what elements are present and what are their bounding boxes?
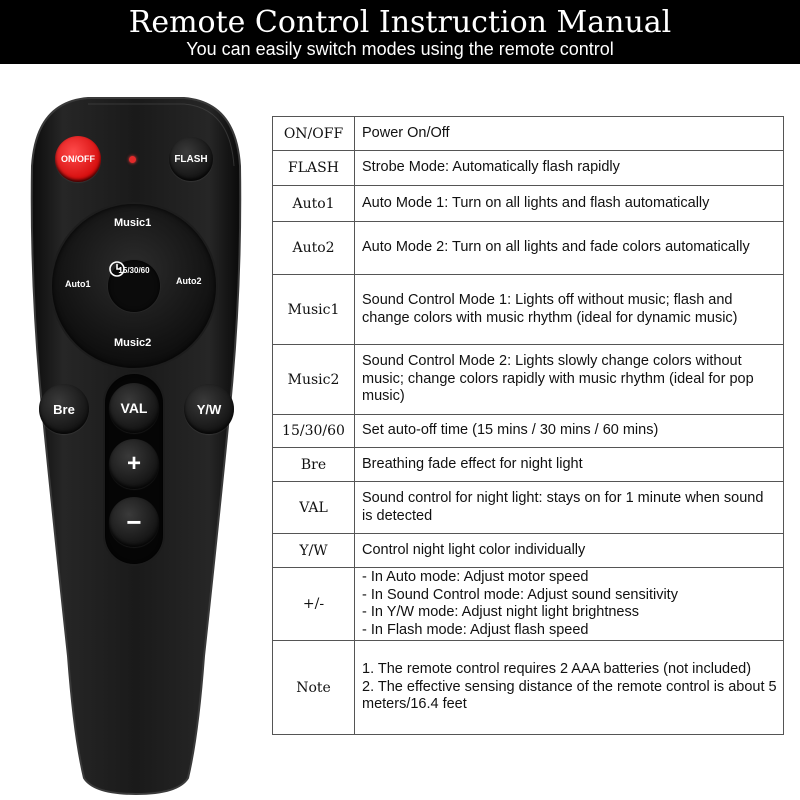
- button-name-cell: Bre: [273, 448, 355, 482]
- function-description-cell: [355, 534, 784, 568]
- button-name-cell: Music2: [273, 345, 355, 415]
- page-title: Remote Control Instruction Manual: [128, 5, 672, 40]
- function-description-cell: [355, 641, 784, 735]
- function-description-cell: [355, 222, 784, 275]
- description-line: Auto Mode 1: Turn on all lights and flash automatically: [362, 194, 710, 211]
- description-line: 2. The effective sensing distance of the remote control is about 5 meters/16.4 feet: [362, 678, 777, 713]
- function-description-cell: [355, 448, 784, 482]
- table-row: [273, 415, 784, 448]
- button-name-cell: Note: [273, 641, 355, 735]
- description-line: Set auto-off time (15 mins / 30 mins / 60 mins): [362, 422, 659, 439]
- indicator-led: [129, 156, 136, 163]
- plus-button[interactable]: [109, 439, 159, 489]
- instruction-table-body: [273, 117, 784, 735]
- header-banner: [0, 0, 800, 64]
- mode-dial: [52, 204, 216, 368]
- function-description-cell: [355, 151, 784, 186]
- button-name-cell: Auto2: [273, 222, 355, 275]
- flash-label: FLASH: [174, 153, 208, 165]
- function-description-cell: [355, 186, 784, 222]
- table-row: [273, 534, 784, 568]
- button-name-cell: +/-: [273, 568, 355, 641]
- table-row: [273, 222, 784, 275]
- description-line: - In Sound Control mode: Adjust sound sensitivity: [362, 586, 678, 603]
- button-name-cell: 15/30/60: [273, 415, 355, 448]
- table-row: [273, 151, 784, 186]
- on-off-label: ON/OFF: [61, 154, 95, 164]
- timer-button[interactable]: [108, 260, 160, 312]
- description-line: Sound Control Mode 2: Lights slowly change colors without music; change colors rapidly with music rhythm (ideal for pop music): [362, 353, 754, 405]
- flash-button[interactable]: [169, 137, 213, 181]
- function-description-cell: [355, 345, 784, 415]
- table-row: [273, 345, 784, 415]
- button-name-cell: Y/W: [273, 534, 355, 568]
- table-row: [273, 448, 784, 482]
- description-line: Sound Control Mode 1: Lights off without music; flash and change colors with music rhythm (ideal for dynamic music): [362, 292, 738, 326]
- bre-button[interactable]: [39, 384, 89, 434]
- description-line: - In Auto mode: Adjust motor speed: [362, 569, 589, 585]
- music2-button[interactable]: Music2: [114, 337, 152, 349]
- description-line: 1. The remote control requires 2 AAA batteries (not included): [362, 661, 752, 678]
- on-off-button[interactable]: [55, 136, 101, 182]
- minus-icon: −: [126, 506, 142, 537]
- description-line: Auto Mode 2: Turn on all lights and fade colors automatically: [362, 239, 750, 256]
- table-row: [273, 117, 784, 151]
- function-description-cell: [355, 482, 784, 534]
- button-name-cell: VAL: [273, 482, 355, 534]
- timer-label: 15/30/60: [118, 266, 150, 275]
- function-description-cell: [355, 568, 784, 641]
- auto2-button[interactable]: Auto2: [176, 276, 202, 286]
- table-row: [273, 641, 784, 735]
- yw-label: Y/W: [196, 401, 222, 417]
- description-line: Sound control for night light: stays on for 1 minute when sound is detected: [362, 490, 764, 524]
- bre-label: Bre: [53, 401, 75, 417]
- page-subtitle: You can easily switch modes using the remote control: [186, 39, 614, 59]
- button-name-cell: ON/OFF: [273, 117, 355, 151]
- val-button[interactable]: [109, 383, 159, 433]
- instruction-table: [272, 116, 784, 735]
- val-label: VAL: [120, 400, 148, 416]
- description-line: - In Y/W mode: Adjust night light brightness: [362, 604, 639, 620]
- yw-button[interactable]: [184, 384, 234, 434]
- description-line: Strobe Mode: Automatically flash rapidly: [362, 159, 620, 176]
- button-name-cell: FLASH: [273, 151, 355, 186]
- plus-icon: +: [126, 450, 141, 477]
- remote-control: [28, 96, 244, 796]
- music1-button[interactable]: Music1: [114, 217, 152, 229]
- description-line: Breathing fade effect for night light: [362, 455, 583, 472]
- function-description-cell: [355, 275, 784, 345]
- function-description-cell: [355, 117, 784, 151]
- table-row: [273, 186, 784, 222]
- clock-icon: [108, 260, 126, 278]
- table-row: [273, 275, 784, 345]
- description-line: Power On/Off: [362, 124, 450, 141]
- table-row: [273, 482, 784, 534]
- button-name-cell: Auto1: [273, 186, 355, 222]
- description-line: Control night light color individually: [362, 541, 586, 558]
- minus-button[interactable]: [109, 497, 159, 547]
- table-row: [273, 568, 784, 641]
- auto1-button[interactable]: Auto1: [65, 279, 91, 289]
- description-line: - In Flash mode: Adjust flash speed: [362, 621, 589, 638]
- function-description-cell: [355, 415, 784, 448]
- button-name-cell: Music1: [273, 275, 355, 345]
